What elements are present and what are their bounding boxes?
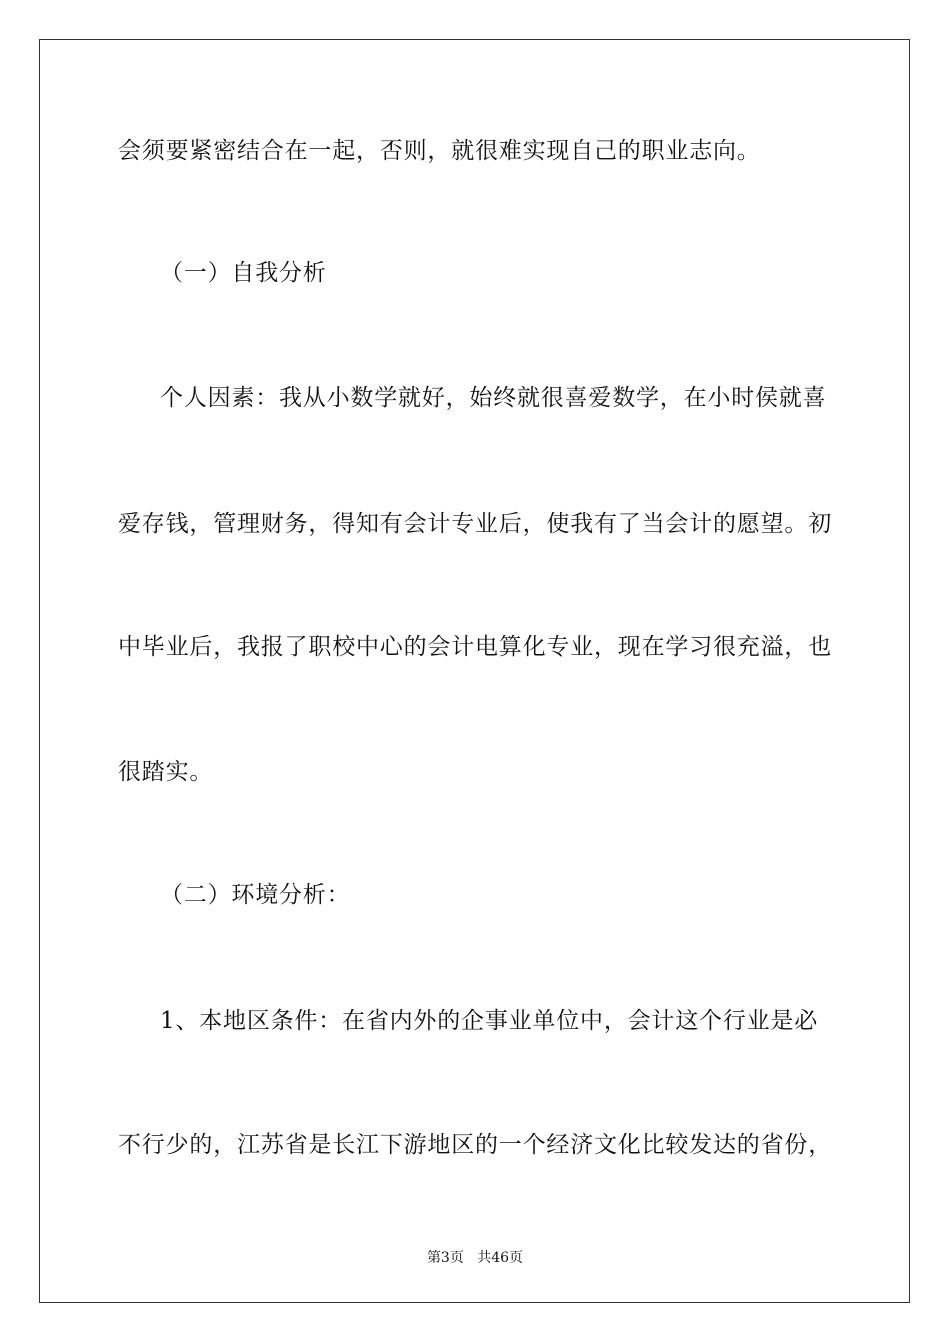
body-text-line: 中毕业后，我报了职校中心的会计电算化专业，现在学习很充溢，也: [118, 634, 832, 660]
body-text-line: 不行少的，江苏省是长江下游地区的一个经济文化比较发达的省份，: [118, 1132, 832, 1158]
page-total: 共46页: [477, 1250, 524, 1266]
section-heading-environment-analysis: （二）环境分析：: [160, 882, 351, 908]
section-heading-self-analysis: （一）自我分析: [160, 260, 327, 286]
body-text-line: 会须要紧密结合在一起，否则，就很难实现自己的职业志向。: [118, 138, 761, 164]
body-text-line: 很踏实。: [118, 759, 214, 785]
body-text-line: 1、本地区条件：在省内外的企事业单位中，会计这个行业是必: [160, 1008, 819, 1034]
body-text-line: 爱存钱，管理财务，得知有会计专业后，使我有了当会计的愿望。初: [118, 511, 832, 537]
page-footer: [0, 1249, 950, 1267]
page-number: 第3页: [426, 1250, 464, 1266]
body-text-line: 个人因素：我从小数学就好，始终就很喜爱数学，在小时侯就喜: [160, 385, 827, 411]
page-border: [39, 39, 910, 1303]
